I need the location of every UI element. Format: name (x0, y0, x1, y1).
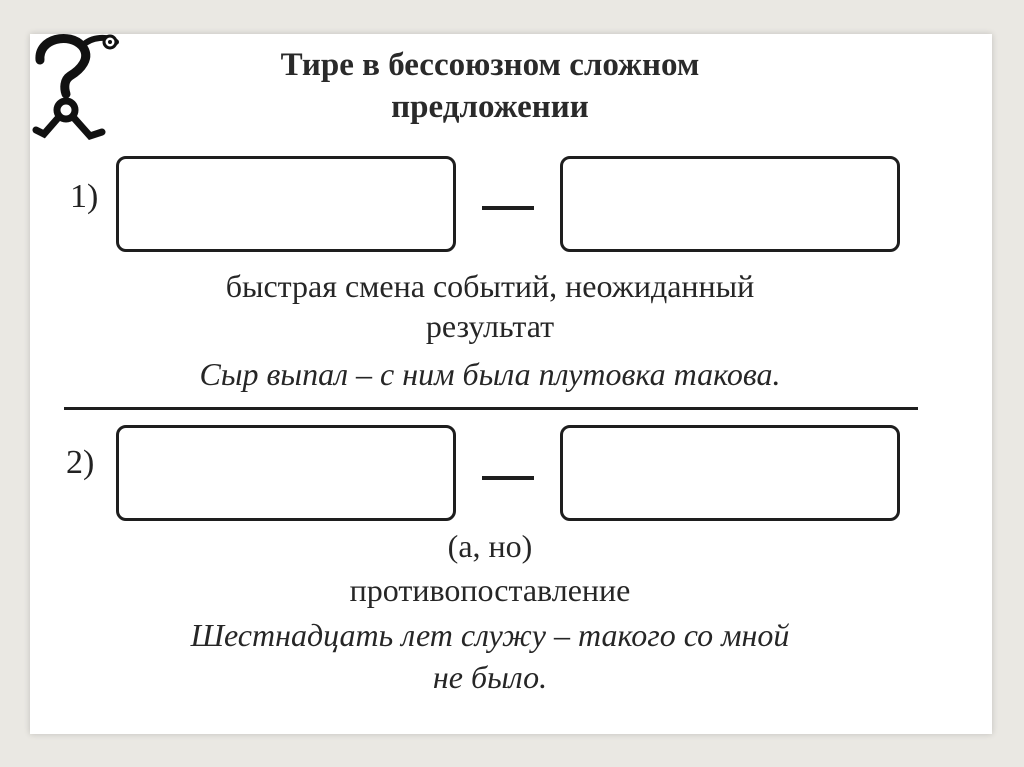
section-1-example-line-1: Сыр выпал – с ним была плутовка такова. (199, 356, 781, 392)
section-1-example (60, 353, 920, 395)
section-1-description-line-1: быстрая смена событий, неожиданный (225, 268, 755, 304)
section-2-example-line-1: Шестнадцать лет служу – такого со мной (190, 617, 790, 653)
section-2-description-line-1: противопоставление (349, 572, 631, 608)
section-1-description-line-2: результат (425, 308, 555, 344)
section-1-left-box (116, 156, 456, 252)
title-line-2: предложении (391, 89, 589, 125)
section-1-dash (482, 206, 534, 210)
section-2-left-box (116, 425, 456, 521)
section-2-dash (482, 476, 534, 480)
section-2-example (60, 614, 920, 698)
title-line-1: Тире в бессоюзном сложном (280, 47, 700, 83)
section-2-conjunctions-text: (а, но) (447, 528, 533, 564)
page-title (160, 44, 820, 128)
section-divider (64, 407, 918, 410)
section-2-right-box (560, 425, 900, 521)
section-2-example-line-2: не было. (432, 659, 548, 695)
section-2-description (60, 570, 920, 610)
section-2-number: 2) (66, 444, 95, 481)
section-1-number: 1) (70, 178, 99, 215)
question-mark-figure-icon (30, 30, 120, 145)
section-2-conjunctions (60, 526, 920, 566)
section-1-description (60, 266, 920, 346)
section-1-right-box (560, 156, 900, 252)
